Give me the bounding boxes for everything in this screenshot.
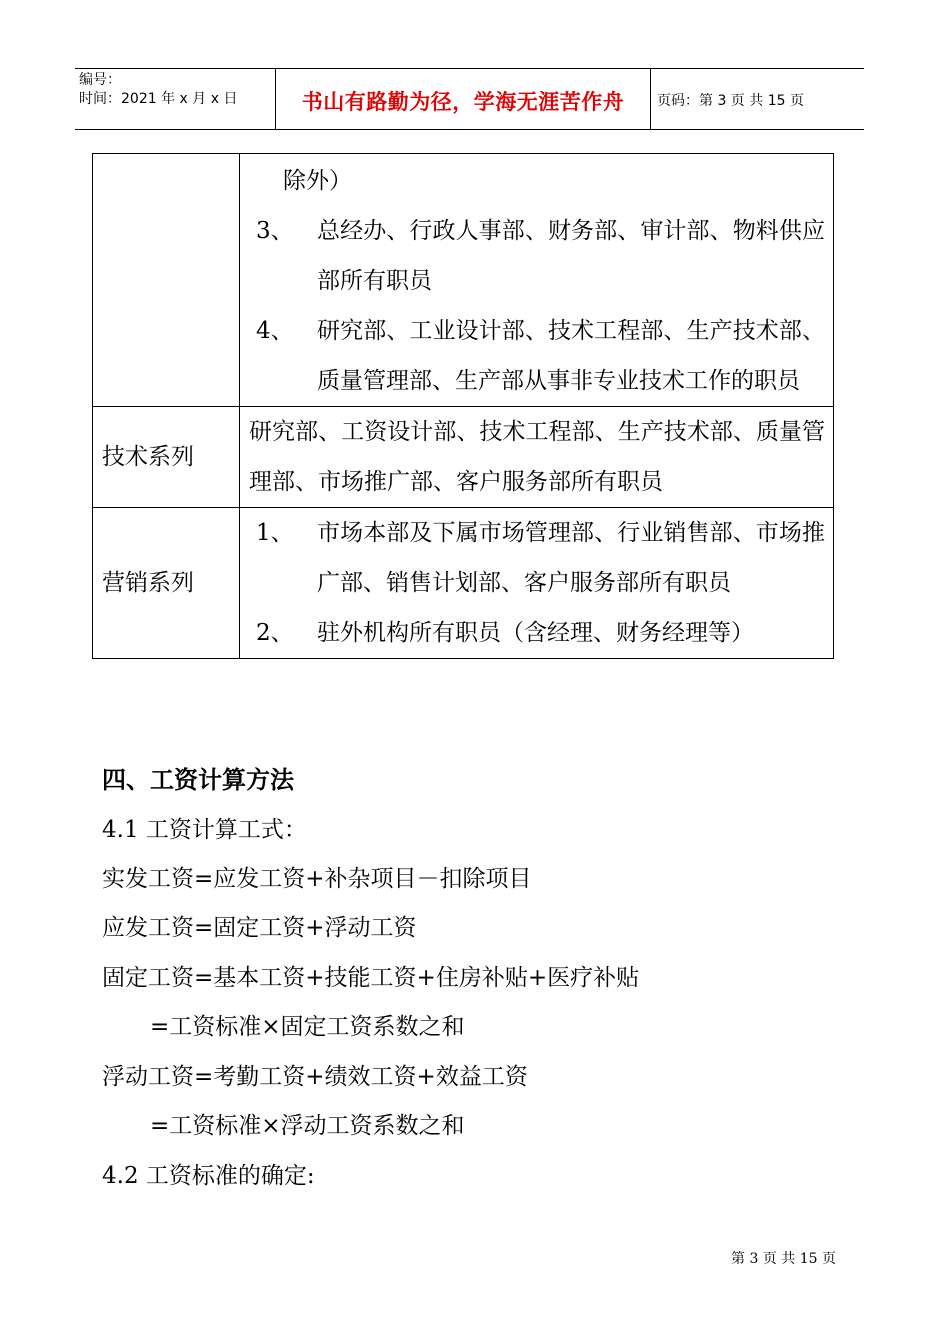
list-item	[249, 206, 825, 306]
table-row	[93, 407, 834, 508]
section-title: 四、工资计算方法	[102, 765, 294, 794]
list-item	[249, 608, 825, 658]
item-number: 1、	[256, 520, 294, 546]
page-header	[75, 68, 864, 130]
body-line: =工资标准×浮动工资系数之和	[150, 1113, 465, 1139]
row-label: 营销系列	[93, 508, 240, 659]
row-label	[93, 154, 240, 407]
row-label: 技术系列	[93, 407, 240, 508]
row-content: 研究部、工资设计部、技术工程部、生产技术部、质量管理部、市场推广部、客户服务部所有职员	[240, 407, 834, 508]
item-text: 研究部、工业设计部、技术工程部、生产技术部、质量管理部、生产部从事非专业技术工作的职员	[317, 318, 825, 394]
table-row	[93, 154, 834, 407]
continued-text: 除外）	[283, 168, 352, 194]
footer-page-info: 第 3 页 共 15 页	[731, 1251, 836, 1267]
body-line: 固定工资=基本工资+技能工资+住房补贴+医疗补贴	[102, 965, 640, 991]
row-content	[240, 508, 834, 659]
header-motto: 书山有路勤为径，学海无涯苦作舟	[301, 90, 625, 114]
header-center-cell	[276, 69, 651, 129]
list-item	[249, 306, 825, 406]
body-line: =工资标准×固定工资系数之和	[150, 1014, 465, 1040]
item-number: 2、	[256, 620, 294, 646]
body-line: 4.1 工资计算工式：	[102, 817, 307, 843]
body-line: 实发工资=应发工资+补杂项目－扣除项目	[102, 866, 532, 892]
document-number-label: 编号：	[79, 72, 121, 88]
item-text: 驻外机构所有职员（含经理、财务经理等）	[317, 620, 754, 646]
item-text: 总经办、行政人事部、财务部、审计部、物料供应部所有职员	[317, 218, 825, 294]
header-right-cell	[651, 69, 864, 129]
item-text: 市场本部及下属市场管理部、行业销售部、市场推广部、销售计划部、客户服务部所有职员	[317, 520, 825, 596]
document-time-label: 时间：2021 年 x 月 x 日	[79, 91, 238, 107]
list-item	[249, 508, 825, 608]
body-line: 浮动工资=考勤工资+绩效工资+效益工资	[102, 1064, 528, 1090]
item-number: 3、	[256, 218, 294, 244]
row-content	[240, 154, 834, 407]
header-page-info: 页码：第 3 页 共 15 页	[657, 93, 804, 109]
employee-category-table	[92, 153, 834, 659]
body-line: 应发工资=固定工资+浮动工资	[102, 915, 417, 941]
item-number: 4、	[256, 318, 294, 344]
body-line: 4.2 工资标准的确定:	[102, 1163, 315, 1189]
table-row	[93, 508, 834, 659]
header-left-cell	[75, 69, 276, 129]
